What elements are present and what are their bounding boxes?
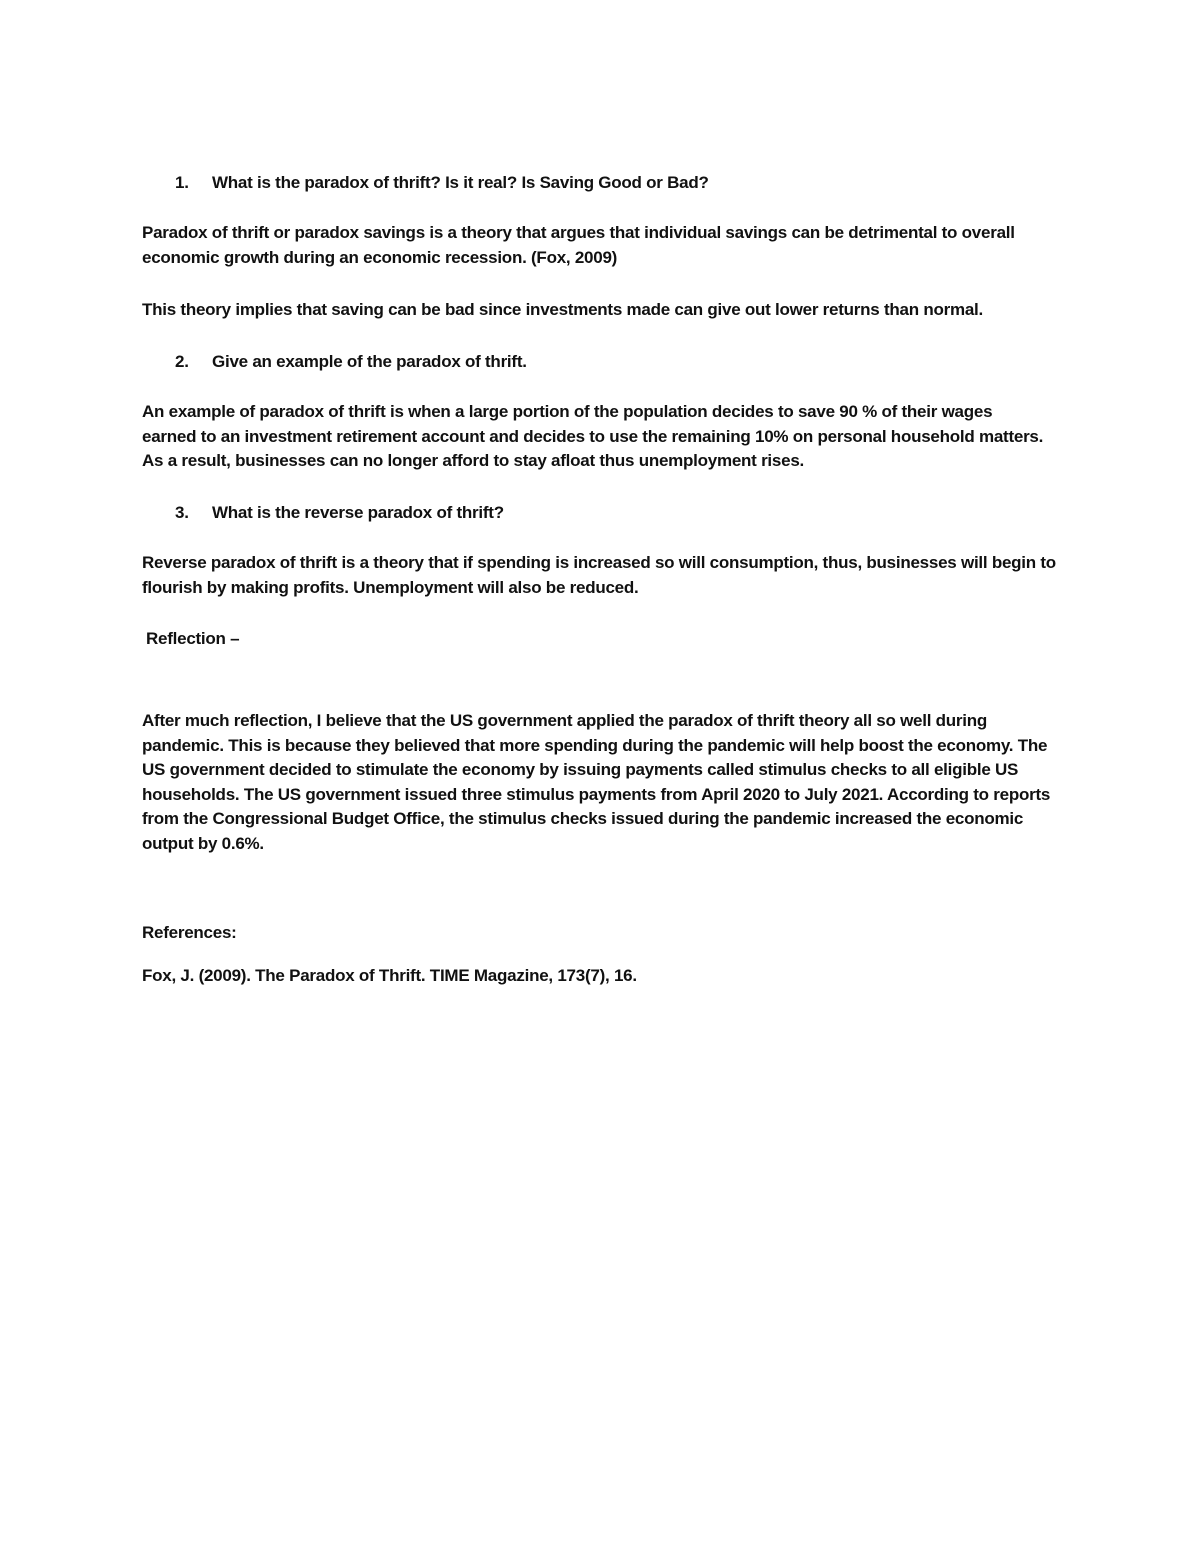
question-3 (175, 501, 504, 525)
reflection-line: US government decided to stimulate the economy by issuing payments called stimulus checks to all eligible US (142, 760, 1019, 779)
answer-2-line: As a result, businesses can no longer afford to stay afloat thus unemployment rises. (142, 451, 804, 470)
reflection-line: After much reflection, I believe that the US government applied the paradox of thrift theory all so well during (142, 711, 988, 730)
reflection-paragraph (142, 709, 1072, 856)
question-1-number: 1. (175, 173, 189, 192)
reflection-line: output by 0.6%. (142, 833, 264, 853)
answer-1-paragraph-2 (142, 298, 1072, 323)
answer-2-line: An example of paradox of thrift is when a large portion of the population decides to save 90 % of their wages (142, 402, 993, 421)
answer-3-line: Reverse paradox of thrift is a theory that if spending is increased so will consumption, thus, businesses will begin to (142, 553, 1056, 572)
reflection-heading: Reflection – (146, 629, 240, 648)
answer-3-paragraph (142, 551, 1072, 600)
answer-3-line: flourish by making profits. Unemployment will also be reduced. (142, 577, 639, 597)
reflection-line: pandemic. This is because they believed that more spending during the pandemic will help boost the economy. The (142, 735, 1048, 755)
question-1-text: What is the paradox of thrift? Is it real? Is Saving Good or Bad? (212, 173, 709, 192)
question-3-number: 3. (175, 503, 189, 522)
reflection-line: from the Congressional Budget Office, the stimulus checks issued during the pandemic increased the economic (142, 809, 1024, 828)
question-3-text: What is the reverse paradox of thrift? (212, 503, 504, 522)
answer-1-paragraph-1 (142, 221, 1072, 270)
question-1 (175, 171, 709, 195)
answer-1-line: This theory implies that saving can be bad since investments made can give out lower returns than normal. (142, 300, 983, 319)
answer-2-paragraph (142, 400, 1072, 474)
question-2-number: 2. (175, 352, 189, 371)
question-2 (175, 350, 527, 374)
references-heading: References: (142, 923, 237, 942)
question-2-text: Give an example of the paradox of thrift. (212, 352, 527, 371)
answer-2-line: earned to an investment retirement account and decides to use the remaining 10% on personal household matters. (142, 426, 1044, 446)
reference-item: Fox, J. (2009). The Paradox of Thrift. TIME Magazine, 173(7), 16. (142, 966, 637, 985)
answer-1-line: economic growth during an economic recession. (Fox, 2009) (142, 247, 618, 267)
answer-1-line: Paradox of thrift or paradox savings is a theory that argues that individual savings can be detrimental to overall (142, 223, 1015, 242)
reflection-line: households. The US government issued three stimulus payments from April 2020 to July 2021. According to reports (142, 784, 1051, 804)
